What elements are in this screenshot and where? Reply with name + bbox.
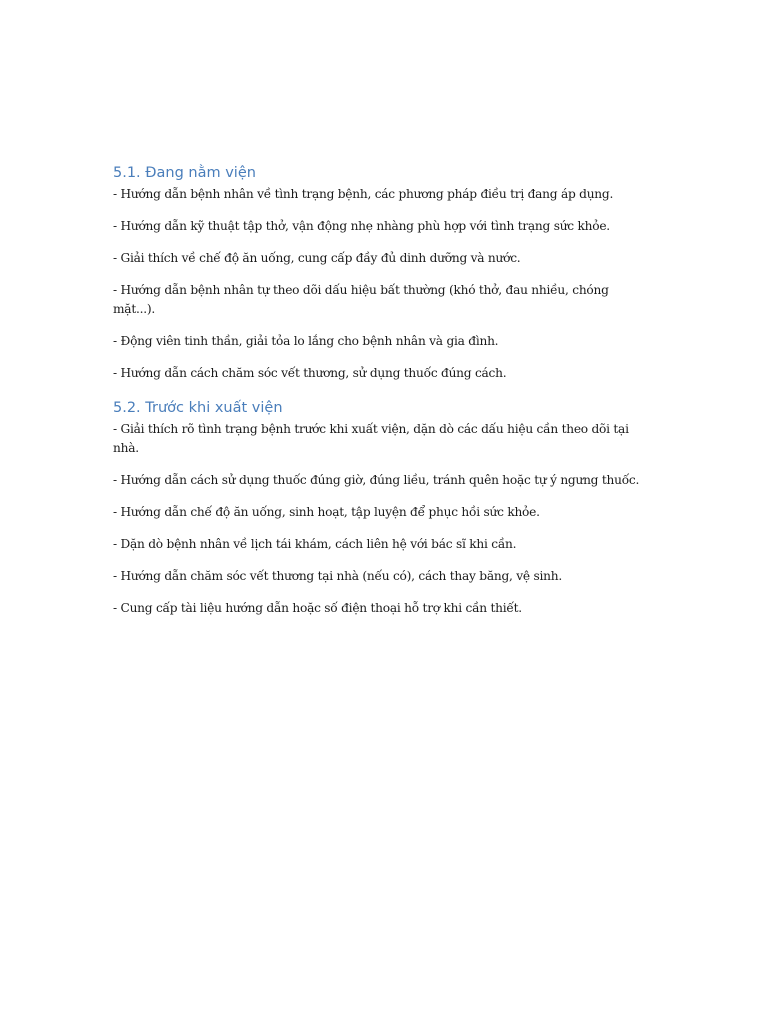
instruction-list <box>113 420 643 617</box>
section-dang-nam-vien <box>113 163 643 382</box>
list-item: - Giải thích về chế độ ăn uống, cung cấp đầy đủ dinh dưỡng và nước. <box>113 251 521 265</box>
list-item: - Hướng dẫn bệnh nhân về tình trạng bệnh, các phương pháp điều trị đang áp dụng. <box>113 187 614 201</box>
section-heading: 5.2. Trước khi xuất viện <box>113 400 283 416</box>
list-item: - Dặn dò bệnh nhân về lịch tái khám, cách liên hệ với bác sĩ khi cần. <box>113 536 517 551</box>
list-item: - Giải thích rõ tình trạng bệnh trước khi xuất viện, dặn dò các dấu hiệu cần theo dõi tại nhà. <box>113 422 629 455</box>
document-content <box>113 163 643 617</box>
list-item: - Hướng dẫn bệnh nhân tự theo dõi dấu hiệu bất thường (khó thở, đau nhiều, chóng mặt...). <box>113 283 609 316</box>
list-item: - Hướng dẫn chăm sóc vết thương tại nhà (nếu có), cách thay băng, vệ sinh. <box>113 568 562 583</box>
list-item: - Động viên tinh thần, giải tỏa lo lắng cho bệnh nhân và gia đình. <box>113 333 499 348</box>
list-item: - Cung cấp tài liệu hướng dẫn hoặc số điện thoại hỗ trợ khi cần thiết. <box>113 600 522 615</box>
list-item: - Hướng dẫn chế độ ăn uống, sinh hoạt, tập luyện để phục hồi sức khỏe. <box>113 504 540 519</box>
list-item: - Hướng dẫn cách chăm sóc vết thương, sử dụng thuốc đúng cách. <box>113 365 507 380</box>
section-heading: 5.1. Đang nằm viện <box>113 165 256 181</box>
list-item: - Hướng dẫn cách sử dụng thuốc đúng giờ, đúng liều, tránh quên hoặc tự ý ngưng thuốc. <box>113 472 640 487</box>
instruction-list <box>113 185 643 382</box>
list-item: - Hướng dẫn kỹ thuật tập thở, vận động nhẹ nhàng phù hợp với tình trạng sức khỏe. <box>113 219 610 233</box>
section-truoc-khi-xuat-vien <box>113 398 643 617</box>
